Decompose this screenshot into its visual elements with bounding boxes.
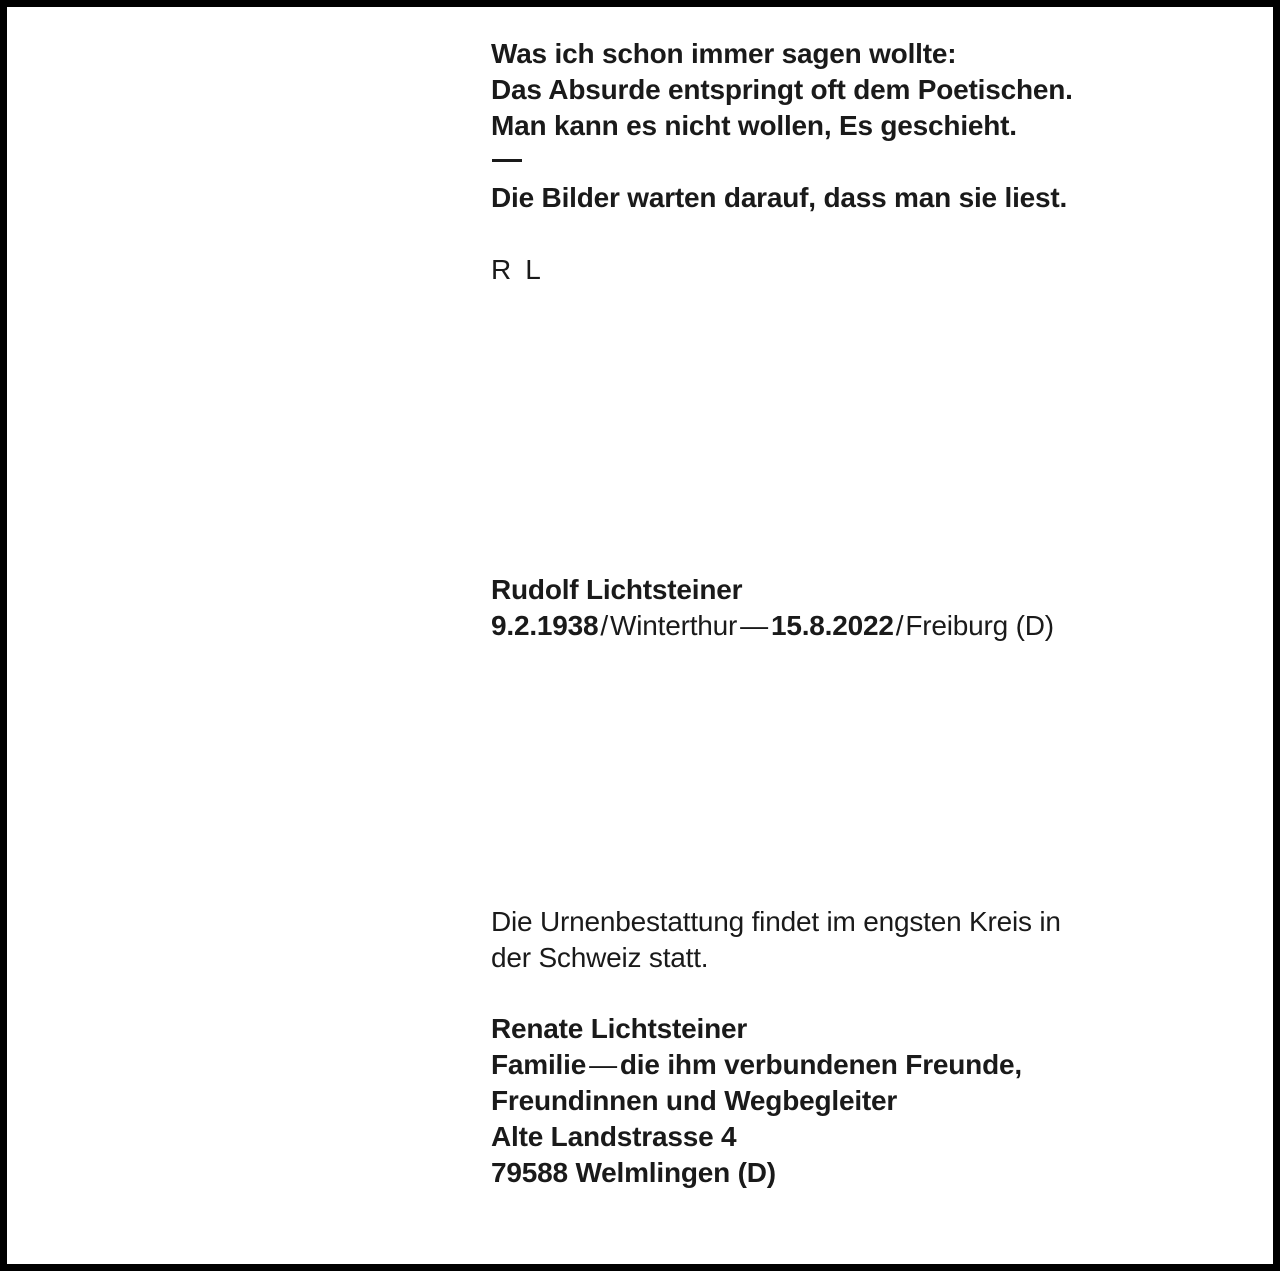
quote-block: [491, 36, 1211, 216]
signature-initials: [491, 252, 1211, 288]
burial-notice: [491, 904, 1211, 976]
deceased-block: [491, 572, 1211, 644]
family-word: Familie: [491, 1049, 587, 1080]
initial-r: R: [491, 254, 512, 285]
quote-line-4: Die Bilder warten darauf, dass man sie liest.: [491, 182, 1068, 213]
slash-separator: /: [895, 610, 904, 641]
birth-date: 9.2.1938: [491, 610, 599, 641]
dash-separator: —: [740, 610, 768, 641]
death-place: Freiburg (D): [905, 610, 1054, 641]
family-line-2: [491, 1047, 1211, 1083]
address-city: 79588 Welmlingen (D): [491, 1157, 776, 1188]
quote-dash: [491, 144, 1211, 180]
death-date: 15.8.2022: [770, 610, 894, 641]
initial-l: L: [525, 254, 541, 285]
quote-line-1: Was ich schon immer sagen wollte:: [491, 38, 957, 69]
slash-separator: /: [600, 610, 608, 641]
address-street: Alte Landstrasse 4: [491, 1121, 737, 1152]
dash-separator: —: [589, 1049, 617, 1080]
quote-line-2: Das Absurde entspringt oft dem Poetischen.: [491, 74, 1073, 105]
notice-line-2: der Schweiz statt.: [491, 942, 709, 973]
notice-line-1: Die Urnenbestattung findet im engsten Kreis in: [491, 906, 1061, 937]
friends-text: die ihm verbundenen Freunde,: [619, 1049, 1022, 1080]
family-line-3: Freundinnen und Wegbegleiter: [491, 1085, 898, 1116]
life-dates: [491, 608, 1211, 644]
quote-line-3: Man kann es nicht wollen, Es geschieht.: [491, 110, 1017, 141]
dash-rule: [492, 159, 522, 162]
family-line-1: Renate Lichtsteiner: [491, 1013, 748, 1044]
deceased-name: Rudolf Lichtsteiner: [491, 574, 743, 605]
birth-place: Winterthur: [610, 610, 738, 641]
family-block: [491, 1011, 1211, 1191]
